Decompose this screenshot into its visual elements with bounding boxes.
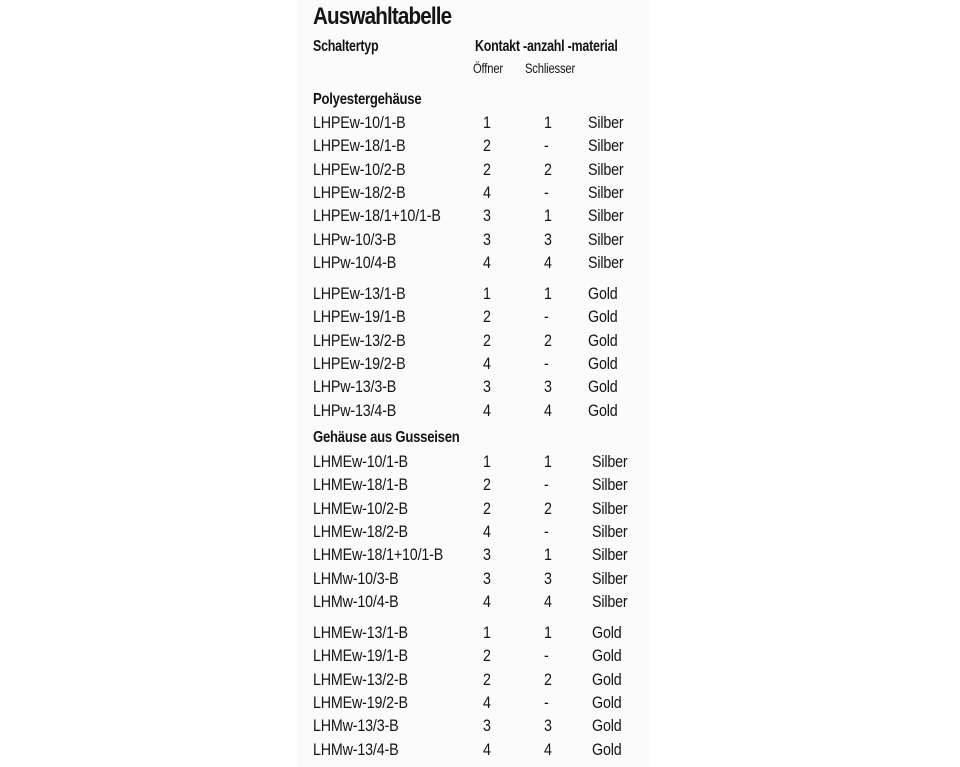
table-row <box>297 375 650 398</box>
closer-count-cell: 4 <box>544 400 552 420</box>
closer-count-cell: 2 <box>544 159 552 179</box>
contact-material-cell: Gold <box>592 716 622 736</box>
opener-count-cell: 4 <box>483 400 491 420</box>
table-row <box>297 714 650 737</box>
switch-type-cell: LHMEw-10/1-B <box>313 452 408 471</box>
table-row <box>297 329 650 352</box>
closer-count-cell: 3 <box>544 716 552 736</box>
closer-count-cell: 3 <box>544 568 552 588</box>
column-header-switch-type: Schaltertyp <box>313 38 379 55</box>
opener-count-cell: 3 <box>483 568 491 588</box>
switch-type-cell: LHMEw-19/1-B <box>313 646 408 666</box>
closer-count-cell: - <box>544 475 549 495</box>
table-row <box>297 399 650 422</box>
opener-count-cell: 3 <box>483 716 491 736</box>
contact-material-cell: Silber <box>592 452 628 471</box>
switch-type-cell: LHPEw-18/2-B <box>313 182 406 202</box>
table-row <box>297 543 650 566</box>
table-row <box>297 158 650 181</box>
closer-count-cell: - <box>544 354 549 373</box>
table-row <box>297 738 650 761</box>
opener-count-cell: 3 <box>483 377 491 397</box>
switch-type-cell: LHPEw-18/1+10/1-B <box>313 206 441 226</box>
switch-type-cell: LHPEw-18/1-B <box>313 136 406 156</box>
closer-count-cell: 1 <box>544 284 552 304</box>
closer-count-cell: 1 <box>544 206 552 226</box>
switch-type-cell: LHMw-13/3-B <box>313 716 399 736</box>
contact-material-cell: Gold <box>588 377 618 397</box>
contact-material-cell: Silber <box>592 545 628 565</box>
closer-count-cell: - <box>544 693 549 712</box>
table-row <box>297 567 650 590</box>
opener-count-cell: 4 <box>483 354 491 373</box>
opener-count-cell: 2 <box>483 330 491 350</box>
switch-type-cell: LHMEw-10/2-B <box>313 498 408 518</box>
table-row <box>297 181 650 204</box>
table-row <box>297 305 650 328</box>
table-row <box>297 228 650 251</box>
switch-type-cell: LHMEw-18/1+10/1-B <box>313 545 444 565</box>
table-row <box>297 590 650 613</box>
section-title-cast-iron: Gehäuse aus Gusseisen <box>313 429 460 446</box>
table-row <box>297 111 650 134</box>
table-row <box>297 251 650 274</box>
opener-count-cell: 2 <box>483 498 491 518</box>
opener-count-cell: 1 <box>483 284 491 304</box>
contact-material-cell: Gold <box>588 400 618 420</box>
closer-count-cell: - <box>544 646 549 666</box>
table-row <box>297 204 650 227</box>
column-header-opener: Öffner <box>473 60 503 76</box>
opener-count-cell: 4 <box>483 521 491 541</box>
contact-material-cell: Silber <box>592 475 628 495</box>
contact-material-cell: Silber <box>592 591 628 611</box>
switch-type-cell: LHPw-10/3-B <box>313 229 397 249</box>
table-row <box>297 644 650 667</box>
table-row <box>297 473 650 496</box>
switch-type-cell: LHPEw-10/2-B <box>313 159 406 179</box>
opener-count-cell: 1 <box>483 113 491 132</box>
closer-count-cell: 1 <box>544 545 552 565</box>
switch-type-cell: LHMEw-19/2-B <box>313 693 408 712</box>
contact-material-cell: Silber <box>588 182 624 202</box>
closer-count-cell: 1 <box>544 113 552 132</box>
opener-count-cell: 4 <box>483 591 491 611</box>
table-row <box>297 450 650 473</box>
table-row <box>297 497 650 520</box>
contact-material-cell: Silber <box>588 206 624 226</box>
switch-type-cell: LHMw-10/4-B <box>313 591 399 611</box>
contact-material-cell: Gold <box>588 284 618 304</box>
switch-type-cell: LHPEw-10/1-B <box>313 113 406 132</box>
switch-type-cell: LHMEw-18/2-B <box>313 521 408 541</box>
opener-count-cell: 3 <box>483 229 491 249</box>
table-row <box>297 621 650 644</box>
opener-count-cell: 2 <box>483 307 491 327</box>
page-title: Auswahltabelle <box>313 3 452 30</box>
closer-count-cell: 3 <box>544 377 552 397</box>
contact-material-cell: Gold <box>588 330 618 350</box>
contact-material-cell: Gold <box>592 739 622 759</box>
opener-count-cell: 4 <box>483 739 491 759</box>
contact-material-cell: Gold <box>588 307 618 327</box>
contact-material-cell: Silber <box>592 498 628 518</box>
switch-type-cell: LHPw-13/4-B <box>313 400 397 420</box>
switch-type-cell: LHPEw-19/1-B <box>313 307 406 327</box>
switch-type-cell: LHMEw-18/1-B <box>313 475 408 495</box>
switch-type-cell: LHPEw-13/1-B <box>313 284 406 304</box>
contact-material-cell: Silber <box>588 159 624 179</box>
contact-material-cell: Gold <box>588 354 618 373</box>
selection-table <box>297 0 650 767</box>
table-row <box>297 668 650 691</box>
opener-count-cell: 1 <box>483 452 491 471</box>
closer-count-cell: - <box>544 136 549 156</box>
section-title-polyester: Polyestergehäuse <box>313 91 422 108</box>
contact-material-cell: Gold <box>592 669 622 689</box>
contact-material-cell: Gold <box>592 623 622 643</box>
switch-type-cell: LHMEw-13/1-B <box>313 623 408 643</box>
opener-count-cell: 2 <box>483 136 491 156</box>
closer-count-cell: 4 <box>544 252 552 272</box>
closer-count-cell: - <box>544 307 549 327</box>
opener-count-cell: 4 <box>483 252 491 272</box>
contact-material-cell: Silber <box>592 568 628 588</box>
contact-material-cell: Gold <box>592 646 622 666</box>
closer-count-cell: 2 <box>544 498 552 518</box>
switch-type-cell: LHPEw-13/2-B <box>313 330 406 350</box>
closer-count-cell: 1 <box>544 452 552 471</box>
contact-material-cell: Silber <box>592 521 628 541</box>
table-row <box>297 282 650 305</box>
opener-count-cell: 1 <box>483 623 491 643</box>
opener-count-cell: 2 <box>483 646 491 666</box>
switch-type-cell: LHPEw-19/2-B <box>313 354 406 373</box>
contact-material-cell: Gold <box>592 693 622 712</box>
opener-count-cell: 2 <box>483 475 491 495</box>
opener-count-cell: 2 <box>483 159 491 179</box>
closer-count-cell: 2 <box>544 669 552 689</box>
contact-material-cell: Silber <box>588 136 624 156</box>
opener-count-cell: 3 <box>483 206 491 226</box>
opener-count-cell: 4 <box>483 182 491 202</box>
switch-type-cell: LHPw-13/3-B <box>313 377 397 397</box>
table-row <box>297 352 650 375</box>
table-row <box>297 520 650 543</box>
table-row <box>297 134 650 157</box>
opener-count-cell: 4 <box>483 693 491 712</box>
switch-type-cell: LHMw-10/3-B <box>313 568 399 588</box>
contact-material-cell: Silber <box>588 229 624 249</box>
closer-count-cell: - <box>544 521 549 541</box>
closer-count-cell: 4 <box>544 739 552 759</box>
contact-material-cell: Silber <box>588 113 624 132</box>
opener-count-cell: 2 <box>483 669 491 689</box>
contact-material-cell: Silber <box>588 252 624 272</box>
closer-count-cell: 4 <box>544 591 552 611</box>
closer-count-cell: 3 <box>544 229 552 249</box>
table-row <box>297 691 650 714</box>
closer-count-cell: 1 <box>544 623 552 643</box>
switch-type-cell: LHMEw-13/2-B <box>313 669 408 689</box>
opener-count-cell: 3 <box>483 545 491 565</box>
column-header-closer: Schliesser <box>525 60 576 76</box>
closer-count-cell: 2 <box>544 330 552 350</box>
switch-type-cell: LHMw-13/4-B <box>313 739 399 759</box>
column-header-contacts: Kontakt -anzahl -material <box>475 38 618 55</box>
closer-count-cell: - <box>544 182 549 202</box>
switch-type-cell: LHPw-10/4-B <box>313 252 397 272</box>
